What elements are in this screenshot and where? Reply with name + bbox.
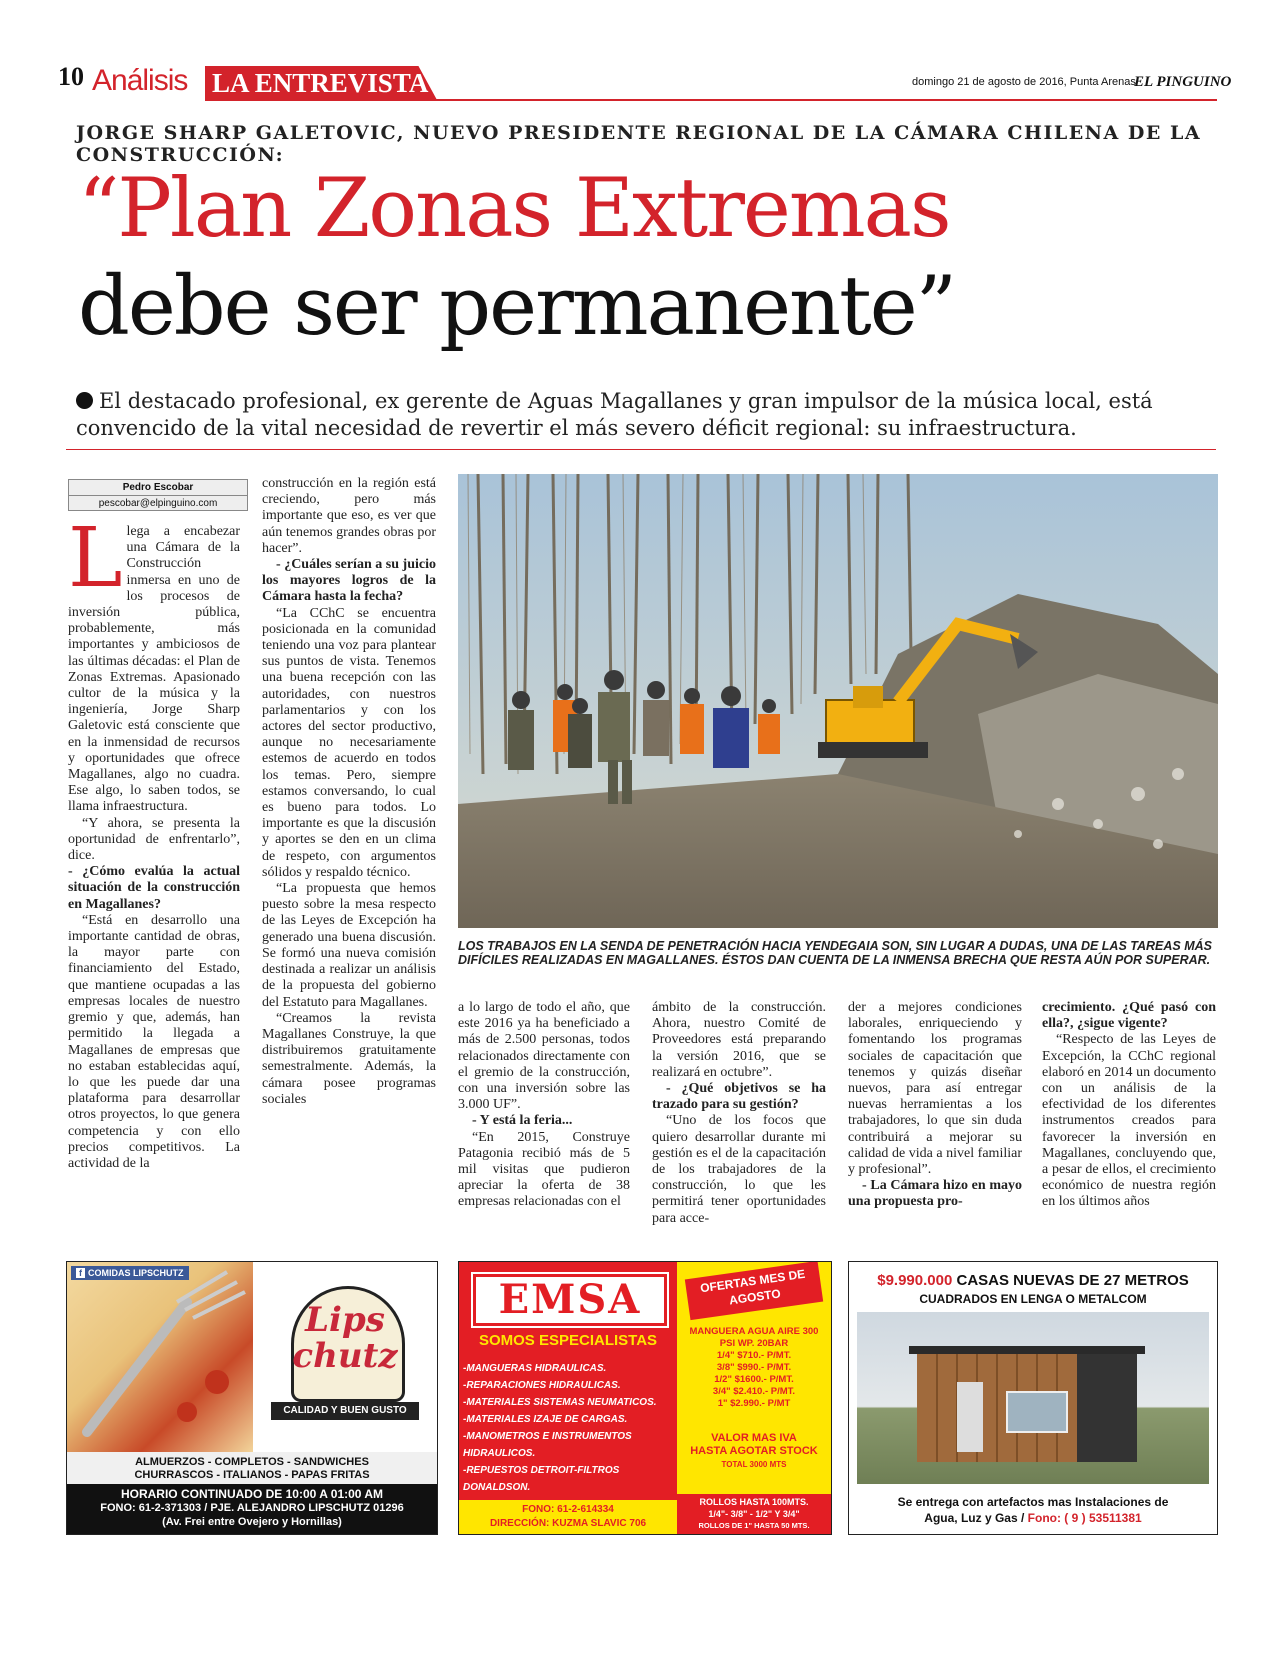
byline xyxy=(68,479,248,511)
paragraph: “Está en desarrollo una importante cantidad de obras, la mayor parte con financiamiento del Estado, que mantiene ocupadas a las empresas locales de nuestro gremio y que, además, han permitido la llegada a Magallanes de empresas que no estaban establecidas aquí, lo que les puede dar una plataforma para desarrollar otros proyectos, lo que genera competencia y con ello precios competitivos. La actividad de la xyxy=(68,912,240,1171)
logo-text: Lips chutz xyxy=(292,1300,398,1376)
emsa-left-panel xyxy=(459,1262,677,1534)
ad3-subtitle: CUADRADOS EN LENGA O METALCOM xyxy=(919,1292,1147,1306)
paragraph: der a mejores condiciones laborales, enriqueciendo y fomentando los programas sociales de capacitación que tenemos y quizás diseñar nuevos, para así entregar nuevas herramientas a los trabajadores, lo que sin duda contribuirá a mejorar su calidad de vida a nivel familiar y profesional”. xyxy=(848,1000,1022,1178)
emsa-logo: EMSA xyxy=(473,1274,667,1326)
question: - Y está la feria... xyxy=(472,1113,573,1129)
headline-line-2: debe ser permanente” xyxy=(78,260,956,354)
facebook-icon: f xyxy=(76,1268,85,1278)
column-4 xyxy=(652,1000,826,1227)
header-rule xyxy=(205,99,1217,101)
question: crecimiento. ¿Qué pasó con ella?, ¿sigue vigente? xyxy=(1042,1000,1216,1032)
construction-photo xyxy=(458,474,1218,928)
column-3 xyxy=(458,1000,630,1211)
author-name: Pedro Escobar xyxy=(69,480,247,496)
logo-panel xyxy=(253,1262,437,1452)
service-item: -REPUESTOS DETROIT-FILTROS DONALDSON. xyxy=(463,1465,620,1493)
stock-block: VALOR MAS IVA HASTA AGOTAR STOCK TOTAL 3000 MTS xyxy=(690,1432,818,1469)
paragraph: “La propuesta que hemos puesto sobre la mesa respecto de las Leyes de Excepción ha generado una buena discusión. Se formó una nueva comisión destinada a realizar un análisis de la propuesta del gobierno del Estatuto para Magallanes. xyxy=(262,881,436,1010)
kicker: JORGE SHARP GALETOVIC, NUEVO PRESIDENTE REGIONAL DE LA CÁMARA CHILENA DE LA CONSTRUCCIÓN: xyxy=(76,122,1202,166)
column-6 xyxy=(1042,1000,1216,1211)
house-image xyxy=(857,1312,1209,1484)
dateline: domingo 21 de agosto de 2016, Punta Arenas xyxy=(912,76,1136,88)
paragraph: “La CChC se encuentra posicionada en la comunidad teniendo una voz para plantear sus puntos de vista. Tenemos una buena recepción con las autoridades, con nuestros parlamentarios y con los actores del sector productivo, aunque no necesariamente estemos de acuerdo en todos los temas. Pero, siempre estamos conversando, lo cual es bueno para todos. Lo importante es que la discusión y aportes se den en un clima de respeto, con argumentos sólidos y respaldo técnico. xyxy=(262,605,436,880)
paragraph: “Uno de los focos que quiero desarrollar durante mi gestión es el de la capacitación de los trabajadores de la construcción, lo que les permitirá tener oportunidades para acce- xyxy=(652,1113,826,1226)
emsa-right-panel xyxy=(677,1262,831,1534)
author-email[interactable]: pescobar@elpinguino.com xyxy=(98,498,218,509)
section-label: Análisis xyxy=(92,64,188,97)
specialists-heading: SOMOS ESPECIALISTAS xyxy=(478,1332,658,1349)
paragraph: ámbito de la construcción. Ahora, nuestro Comité de Proveedores está preparando la versión 2016, que se realizará en octubre”. xyxy=(652,1000,826,1080)
dropcap: L xyxy=(68,511,123,606)
headline-line-1: “Plan Zonas Extremas xyxy=(78,162,950,256)
ad-emsa[interactable] xyxy=(458,1261,832,1535)
service-item: -MATERIALES SISTEMAS NEUMATICOS. xyxy=(463,1397,657,1408)
ad3-footer: Se entrega con artefactos mas Instalaciones de Agua, Luz y Gas / Fono: ( 9 ) 53511381 xyxy=(897,1495,1169,1525)
house-icon xyxy=(857,1312,1209,1484)
photo-caption: LOS TRABAJOS EN LA SENDA DE PENETRACIÓN HACIA YENDEGAIA SON, SIN LUGAR A DUDAS, UNA DE LAS TAREAS MÁS DIFÍCILES REALIZADAS EN MAGALLANES. ÉSTOS DAN CUENTA DE LA INMENSA BRECHA QUE RESTA AÚN POR SUPERAR. xyxy=(458,939,1212,967)
paragraph: a lo largo de todo el año, que este 2016 ya ha beneficiado a más de 2.500 personas, todos relacionados directamente con el gremio de la construcción, con una inversión sobre las 3.000 UF”. xyxy=(458,1000,630,1113)
facebook-tag[interactable]: f COMIDAS LIPSCHUTZ xyxy=(71,1266,189,1280)
tagline: CALIDAD Y BUEN GUSTO xyxy=(271,1402,419,1420)
question: - La Cámara hizo en mayo una propuesta pro- xyxy=(848,1178,1022,1210)
service-item: -MANOMETROS E INSTRUMENTOS HIDRAULICOS. xyxy=(463,1431,632,1459)
ad-lipschutz[interactable] xyxy=(66,1261,438,1535)
ad1-info: ALMUERZOS - COMPLETOS - SANDWICHES CHURRASCOS - ITALIANOS - PAPAS FRITAS xyxy=(134,1456,370,1481)
column-5 xyxy=(848,1000,1022,1211)
paragraph: “En 2015, Construye Patagonia recibió más de 5 mil visitas que pudieron apreciar la oferta de 38 empresas relacionadas con el xyxy=(458,1129,630,1210)
offer-ribbon: OFERTAS MES DE AGOSTO xyxy=(685,1261,823,1320)
page-number: 10 xyxy=(58,62,84,91)
services-list xyxy=(463,1360,673,1496)
paragraph: construcción en la región está creciendo, pero más importante que eso, es ver que aún tenemos grandes obras por hacer”. xyxy=(262,476,436,556)
question: - ¿Cuáles serían a su juicio los mayores logros de la Cámara hasta la fecha? xyxy=(262,557,436,605)
newspaper-name: EL PINGUINO xyxy=(1134,74,1232,90)
lead-paragraph: El destacado profesional, ex gerente de Aguas Magallanes y gran impulsor de la música local, está convencido de la vital necesidad de revertir el más severo déficit regional: su infraestructura. xyxy=(76,389,1153,440)
ad3-title: $9.990.000 CASAS NUEVAS DE 27 METROS xyxy=(877,1272,1189,1289)
service-item: -MANGUERAS HIDRAULICAS. xyxy=(463,1363,607,1374)
paragraph: “Y ahora, se presenta la oportunidad de enfrentarlo”, dice. xyxy=(68,815,240,864)
ad3-phone[interactable]: Fono: ( 9 ) 53511381 xyxy=(1027,1511,1142,1525)
subsection-label: LA ENTREVISTA xyxy=(212,68,429,98)
emsa-contact: FONO: 61-2-614334 DIRECCIÓN: KUZMA SLAVIC 706 xyxy=(459,1500,677,1534)
lead-rule xyxy=(66,449,1216,450)
question: - ¿Qué objetivos se ha trazado para su gestión? xyxy=(652,1081,826,1113)
rolls-block: ROLLOS HASTA 100MTS. 1/4"- 3/8" - 1/2" Y 3/4" ROLLOS DE 1" HASTA 50 MTS. xyxy=(677,1494,831,1534)
photo-illustration xyxy=(458,474,1218,928)
ad3-price: $9.990.000 xyxy=(877,1272,953,1289)
service-item: -MATERIALES IZAJE DE CARGAS. xyxy=(463,1414,628,1425)
food-image xyxy=(67,1262,253,1452)
paragraph: lega a encabezar una Cámara de la Construcción inmersa en uno de los procesos de inversión pública, probablemente, más importantes y ambiciosos de las últimas décadas: el Plan de Zonas Extremas. Apasionado cultor de la música y la ingeniería, Jorge Sharp Galetovic está consciente que en la inmensidad de recursos y oportunidades que ofrece Magallanes, algo no cuadra. Ese algo, lo saben todos, se llama infraestructura. xyxy=(68,524,240,815)
column-2 xyxy=(262,476,436,1108)
offer-block: MANGUERA AGUA AIRE 300 PSI WP. 20BAR 1/4" $710.- P/MT. 3/8" $990.- P/MT. 1/2" $1600.- P/MT. 3/4" $2.410.- P/MT. 1" $2.990.- P/MT xyxy=(689,1326,819,1409)
paragraph: “Respecto de las Leyes de Excepción, la CChC regional elaboró en 2014 un documento con un análisis de la efectividad de los diferentes instrumentos creados para favorecer la inversión en Magallanes, concluyendo que, a pesar de ellos, el crecimiento económico de nuestra región en los últimos años xyxy=(1042,1032,1216,1210)
ad1-contact: HORARIO CONTINUADO DE 10:00 A 01:00 AM FONO: 61-2-371303 / PJE. ALEJANDRO LIPSCHUTZ 01296 (Av. Frei entre Ovejero y Hornillas) xyxy=(67,1484,437,1534)
bullet-icon xyxy=(76,392,93,409)
service-item: -REPARACIONES HIDRAULICAS. xyxy=(463,1380,621,1391)
paragraph: “Creamos la revista Magallanes Construye, la que distribuiremos gratuitamente semestralmente. Además, la cámara posee programas sociales xyxy=(262,1010,436,1107)
question: - ¿Cómo evalúa la actual situación de la construcción en Magallanes? xyxy=(68,864,240,912)
column-1 xyxy=(68,511,240,1172)
ad-casas[interactable] xyxy=(848,1261,1218,1535)
fork-icon xyxy=(67,1262,253,1452)
